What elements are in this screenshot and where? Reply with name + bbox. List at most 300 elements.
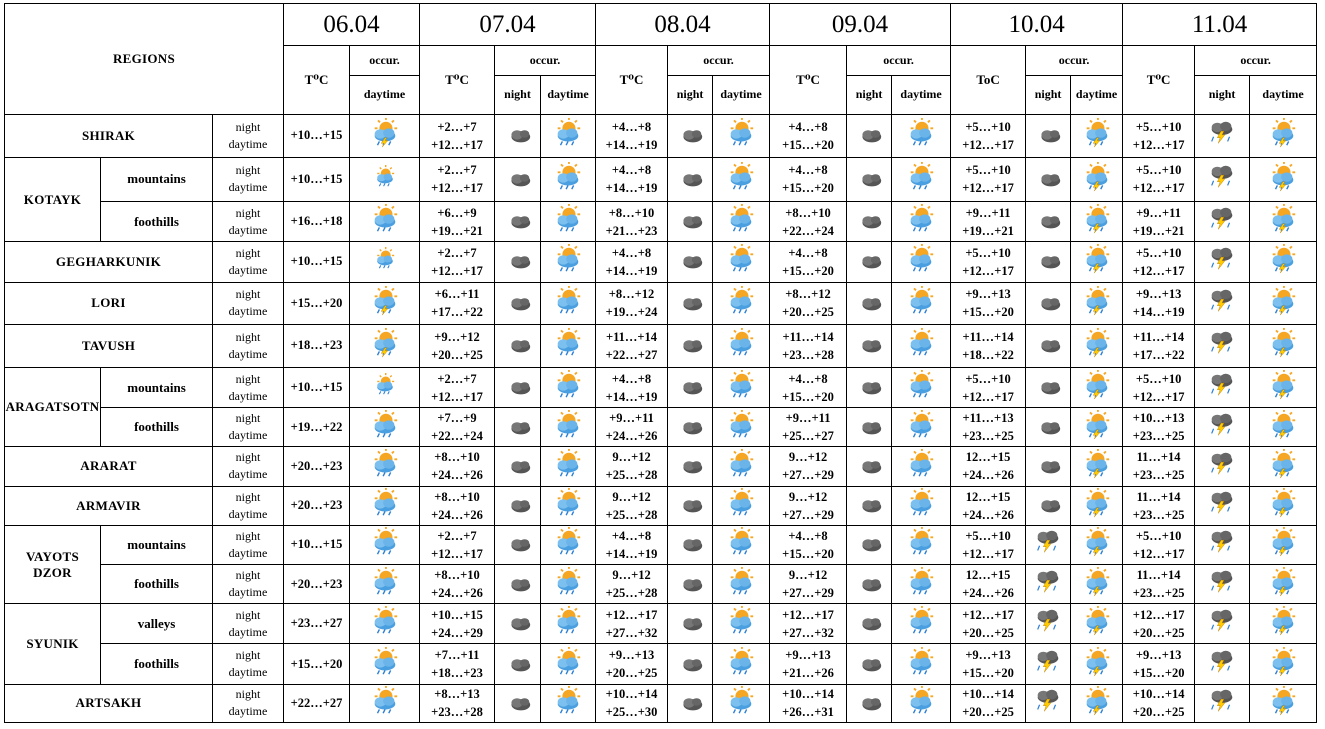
night-temp: +5…+10	[1135, 163, 1182, 178]
temp-range: +22…+27	[284, 684, 350, 722]
subregion-name: mountains	[101, 157, 213, 201]
sun-cloud-rain-thunder-icon	[369, 286, 401, 316]
day-temp: +14…+19	[605, 389, 658, 404]
temp-range	[420, 604, 495, 644]
day-temp: +20…+25	[962, 705, 1014, 720]
temp-range	[596, 202, 668, 242]
sun-cloud-rain-thunder-icon	[1081, 328, 1113, 358]
sun-cloud-rain-icon	[369, 647, 401, 677]
cloud-thunder-icon	[1206, 370, 1238, 400]
temp-range	[770, 114, 847, 157]
daytime-label: daytime	[228, 304, 268, 319]
sun-cloud-rain-icon	[552, 527, 584, 557]
moon-cloud-icon	[853, 410, 885, 440]
night-header: night	[1026, 76, 1071, 114]
day-temp: +15…+20	[782, 181, 834, 196]
temp-header: T⁰C	[420, 46, 495, 114]
region-row	[5, 408, 1317, 447]
temp-range	[1123, 282, 1195, 324]
night-temp: +8…+10	[434, 450, 480, 465]
daytime-label: daytime	[228, 704, 268, 719]
temp-range	[420, 367, 495, 407]
night-daytime-label	[213, 644, 284, 684]
night-temp: +8…+10	[785, 205, 831, 220]
night-header: night	[668, 76, 713, 114]
day-temp: +12…+17	[431, 389, 483, 404]
temp-range: +15…+20	[284, 644, 350, 684]
moon-cloud-icon	[502, 204, 534, 234]
sun-cloud-rain-thunder-icon	[369, 328, 401, 358]
sun-cloud-rain-icon	[552, 606, 584, 636]
subregion-name: foothills	[101, 202, 213, 242]
night-label: night	[235, 163, 261, 178]
day-temp: +24…+26	[962, 468, 1014, 483]
temp-range	[951, 324, 1026, 367]
night-temp: +8…+13	[434, 687, 480, 702]
sun-cloud-rain-icon	[552, 118, 584, 148]
night-temp: +12…+17	[782, 607, 834, 622]
night-temp: +5…+10	[965, 528, 1011, 543]
night-temp: +6…+11	[434, 287, 480, 302]
night-label: night	[235, 450, 261, 465]
date-header: 10.04	[951, 4, 1123, 46]
cloud-thunder-icon	[1032, 647, 1064, 677]
night-temp: +10…+15	[431, 607, 483, 622]
day-temp: +12…+17	[431, 137, 483, 152]
region-name: TAVUSH	[5, 324, 213, 367]
night-temp: +9…+13	[1135, 648, 1182, 663]
sun-cloud-rain-icon	[905, 162, 937, 192]
day-temp: +21…+23	[605, 223, 658, 238]
night-temp: +10…+14	[605, 687, 658, 702]
subregion-name: foothills	[101, 565, 213, 604]
night-daytime-label	[213, 114, 284, 157]
daytime-label: daytime	[228, 506, 268, 521]
day-temp: +25…+28	[605, 507, 658, 522]
cloud-thunder-icon	[1206, 488, 1238, 518]
temp-range	[1123, 447, 1195, 486]
night-temp: +8…+12	[608, 287, 655, 302]
night-temp: 11…+14	[1136, 568, 1181, 583]
sun-cloud-rain-small-icon	[373, 373, 397, 397]
temp-range	[951, 114, 1026, 157]
sun-cloud-rain-small-icon	[373, 165, 397, 189]
night-temp: 12…+15	[965, 450, 1011, 465]
day-temp: +15…+20	[782, 263, 834, 278]
temp-range	[1123, 324, 1195, 367]
temp-range	[596, 114, 668, 157]
temp-range	[770, 408, 847, 447]
night-label: night	[235, 607, 261, 622]
region-row	[5, 282, 1317, 324]
temp-range	[951, 242, 1026, 282]
night-temp: +10…+14	[962, 687, 1014, 702]
date-header: 09.04	[770, 4, 951, 46]
moon-cloud-icon	[674, 204, 706, 234]
temp-range	[770, 202, 847, 242]
temp-range	[951, 157, 1026, 201]
temp-range	[596, 157, 668, 201]
night-temp: +5…+10	[965, 119, 1011, 134]
sun-cloud-rain-icon	[905, 286, 937, 316]
temp-range	[420, 486, 495, 525]
night-temp: +4…+8	[788, 119, 828, 134]
day-temp: +12…+17	[431, 546, 483, 561]
daytime-header: daytime	[1071, 76, 1123, 114]
night-daytime-label	[213, 282, 284, 324]
temp-range	[951, 367, 1026, 407]
region-row	[5, 202, 1317, 242]
night-temp: +5…+10	[965, 371, 1011, 386]
day-temp: +15…+20	[962, 666, 1014, 681]
moon-cloud-icon	[1032, 328, 1064, 358]
temp-header: T⁰C	[284, 46, 350, 114]
temp-range	[770, 447, 847, 486]
night-temp: +5…+10	[1135, 371, 1182, 386]
night-header: night	[847, 76, 892, 114]
day-temp: +25…+30	[605, 705, 658, 720]
cloud-thunder-icon	[1032, 686, 1064, 716]
sun-cloud-rain-icon	[725, 606, 757, 636]
night-temp: +11…+13	[962, 411, 1014, 426]
moon-cloud-icon	[853, 567, 885, 597]
temp-range	[420, 114, 495, 157]
sun-cloud-rain-icon	[905, 204, 937, 234]
temp-range: +15…+20	[284, 282, 350, 324]
sun-cloud-rain-icon	[552, 647, 584, 677]
sun-cloud-rain-icon	[552, 286, 584, 316]
sun-cloud-rain-icon	[905, 449, 937, 479]
night-temp: +10…+14	[782, 687, 834, 702]
temp-range	[1123, 367, 1195, 407]
night-temp: +4…+8	[611, 371, 652, 386]
sun-cloud-rain-icon	[725, 162, 757, 192]
moon-cloud-icon	[853, 449, 885, 479]
temp-range	[596, 644, 668, 684]
day-temp: +18…+23	[431, 666, 483, 681]
night-daytime-label	[213, 408, 284, 447]
temp-range: +23…+27	[284, 604, 350, 644]
temp-range	[951, 486, 1026, 525]
day-temp: +12…+17	[1132, 389, 1185, 404]
moon-cloud-icon	[1032, 370, 1064, 400]
cloud-thunder-icon	[1206, 244, 1238, 274]
sun-cloud-rain-thunder-icon	[1081, 686, 1113, 716]
moon-cloud-icon	[1032, 286, 1064, 316]
day-temp: +15…+20	[782, 389, 834, 404]
temp-range	[770, 604, 847, 644]
sun-cloud-rain-icon	[369, 567, 401, 597]
sun-cloud-rain-icon	[552, 449, 584, 479]
day-temp: +20…+25	[431, 347, 483, 362]
day-temp: +12…+17	[1132, 546, 1185, 561]
sun-cloud-rain-icon	[725, 328, 757, 358]
moon-cloud-icon	[502, 370, 534, 400]
day-temp: +26…+31	[782, 705, 834, 720]
moon-cloud-icon	[674, 686, 706, 716]
day-temp: +15…+20	[1132, 666, 1185, 681]
night-temp: +2…+7	[437, 245, 477, 260]
temp-range	[1123, 114, 1195, 157]
moon-cloud-icon	[674, 488, 706, 518]
night-temp: +4…+8	[788, 163, 828, 178]
moon-cloud-icon	[502, 162, 534, 192]
temp-range: +10…+15	[284, 114, 350, 157]
temp-range: +10…+15	[284, 157, 350, 201]
temp-range	[1123, 157, 1195, 201]
day-temp: +24…+26	[605, 429, 658, 444]
moon-cloud-icon	[1032, 204, 1064, 234]
moon-cloud-icon	[853, 118, 885, 148]
night-temp: +9…+12	[434, 329, 480, 344]
moon-cloud-icon	[674, 244, 706, 274]
temp-range	[770, 565, 847, 604]
day-temp: +21…+26	[782, 666, 834, 681]
temp-range	[596, 242, 668, 282]
sun-cloud-rain-thunder-icon	[1267, 606, 1299, 636]
sun-cloud-rain-icon	[552, 244, 584, 274]
temp-range	[951, 565, 1026, 604]
day-temp: +12…+17	[1132, 137, 1185, 152]
day-temp: +23…+28	[431, 705, 483, 720]
moon-cloud-icon	[502, 449, 534, 479]
day-temp: +22…+27	[605, 347, 658, 362]
night-temp: +10…+13	[1132, 411, 1185, 426]
moon-cloud-icon	[674, 286, 706, 316]
night-temp: +2…+7	[437, 163, 477, 178]
day-temp: +17…+22	[431, 305, 483, 320]
sun-cloud-rain-icon	[369, 606, 401, 636]
night-temp: +2…+7	[437, 528, 477, 543]
region-row	[5, 324, 1317, 367]
moon-cloud-icon	[502, 488, 534, 518]
moon-cloud-icon	[853, 244, 885, 274]
sun-cloud-rain-thunder-icon	[1267, 410, 1299, 440]
moon-cloud-icon	[1032, 162, 1064, 192]
sun-cloud-rain-icon	[552, 204, 584, 234]
sun-cloud-rain-icon	[552, 328, 584, 358]
night-temp: +7…+9	[437, 411, 477, 426]
sun-cloud-rain-thunder-icon	[1267, 686, 1299, 716]
night-temp: +9…+13	[608, 648, 655, 663]
day-temp: +25…+28	[605, 468, 658, 483]
cloud-thunder-icon	[1032, 527, 1064, 557]
daytime-header: daytime	[541, 76, 596, 114]
temp-header: T⁰C	[770, 46, 847, 114]
day-temp: +18…+22	[962, 347, 1014, 362]
sun-cloud-rain-icon	[905, 488, 937, 518]
sun-cloud-rain-thunder-icon	[1267, 286, 1299, 316]
night-label: night	[235, 528, 261, 543]
subregion-name: foothills	[101, 644, 213, 684]
moon-cloud-icon	[502, 647, 534, 677]
day-temp: +25…+28	[605, 586, 658, 601]
temp-range	[770, 644, 847, 684]
date-header: 11.04	[1123, 4, 1317, 46]
night-temp: +11…+14	[1133, 329, 1185, 344]
day-temp: +27…+29	[782, 586, 834, 601]
moon-cloud-icon	[853, 370, 885, 400]
region-row	[5, 447, 1317, 486]
moon-cloud-icon	[853, 488, 885, 518]
night-label: night	[235, 329, 261, 344]
sun-cloud-rain-thunder-icon	[1267, 449, 1299, 479]
night-temp: 9…+12	[612, 489, 651, 504]
day-temp: +12…+17	[962, 389, 1014, 404]
sun-cloud-rain-thunder-icon	[1081, 449, 1113, 479]
sun-cloud-rain-thunder-icon	[1081, 410, 1113, 440]
night-temp: +9…+11	[1136, 205, 1181, 220]
sun-cloud-rain-thunder-icon	[1081, 527, 1113, 557]
day-temp: +14…+19	[605, 546, 658, 561]
region-row	[5, 367, 1317, 407]
regions-header: REGIONS	[5, 4, 284, 115]
temp-header: T⁰C	[1123, 46, 1195, 114]
sun-cloud-rain-thunder-icon	[369, 118, 401, 148]
night-temp: 9…+12	[612, 568, 651, 583]
night-temp: 9…+12	[612, 450, 651, 465]
sun-cloud-rain-thunder-icon	[1267, 118, 1299, 148]
temp-header: T⁰C	[596, 46, 668, 114]
cloud-thunder-icon	[1032, 606, 1064, 636]
sun-cloud-rain-icon	[369, 488, 401, 518]
temp-range	[420, 242, 495, 282]
moon-cloud-icon	[853, 527, 885, 557]
night-header: night	[495, 76, 541, 114]
occurrence-header: occur.	[495, 46, 596, 76]
night-temp: 9…+12	[788, 489, 828, 504]
night-temp: +2…+7	[437, 371, 477, 386]
cloud-thunder-icon	[1206, 606, 1238, 636]
cloud-thunder-icon	[1206, 286, 1238, 316]
temp-range	[770, 282, 847, 324]
temp-range	[596, 565, 668, 604]
night-temp: +11…+14	[606, 329, 658, 344]
daytime-label: daytime	[228, 136, 268, 151]
day-temp: +22…+24	[782, 223, 834, 238]
day-temp: +12…+17	[962, 546, 1014, 561]
day-temp: +19…+21	[962, 223, 1014, 238]
night-temp: +12…+17	[962, 607, 1014, 622]
moon-cloud-icon	[1032, 244, 1064, 274]
temp-range	[951, 604, 1026, 644]
occurrence-header: occur.	[1026, 46, 1123, 76]
region-row	[5, 157, 1317, 201]
region-row	[5, 684, 1317, 722]
night-temp: +4…+8	[611, 163, 652, 178]
night-label: night	[235, 568, 261, 583]
region-row	[5, 644, 1317, 684]
moon-cloud-icon	[853, 686, 885, 716]
moon-cloud-icon	[674, 410, 706, 440]
temp-range: +19…+22	[284, 408, 350, 447]
night-daytime-label	[213, 486, 284, 525]
cloud-thunder-icon	[1032, 567, 1064, 597]
day-temp: +12…+17	[962, 181, 1014, 196]
night-temp: +9…+13	[965, 287, 1011, 302]
temp-range: +20…+23	[284, 565, 350, 604]
day-temp: +27…+32	[605, 625, 658, 640]
temp-range	[951, 408, 1026, 447]
sun-cloud-rain-thunder-icon	[1081, 162, 1113, 192]
temp-range	[951, 202, 1026, 242]
sun-cloud-rain-icon	[905, 647, 937, 677]
sun-cloud-rain-icon	[552, 686, 584, 716]
day-temp: +23…+25	[1132, 507, 1185, 522]
night-label: night	[235, 245, 261, 260]
sun-cloud-rain-icon	[725, 647, 757, 677]
daytime-label: daytime	[228, 388, 268, 403]
night-temp: +7…+11	[434, 648, 480, 663]
sun-cloud-rain-icon	[369, 686, 401, 716]
moon-cloud-icon	[853, 647, 885, 677]
daytime-label: daytime	[228, 262, 268, 277]
night-temp: +4…+8	[611, 245, 652, 260]
temp-range	[596, 525, 668, 564]
sun-cloud-rain-thunder-icon	[1267, 567, 1299, 597]
sun-cloud-rain-thunder-icon	[1267, 647, 1299, 677]
temp-range	[951, 525, 1026, 564]
moon-cloud-icon	[853, 328, 885, 358]
temp-range: +16…+18	[284, 202, 350, 242]
region-row	[5, 242, 1317, 282]
night-temp: +8…+10	[434, 568, 480, 583]
day-temp: +12…+17	[1132, 263, 1185, 278]
sun-cloud-rain-thunder-icon	[1267, 204, 1299, 234]
day-temp: +24…+29	[431, 625, 483, 640]
night-temp: +5…+10	[1135, 119, 1182, 134]
day-temp: +15…+20	[782, 137, 834, 152]
night-temp: +8…+10	[434, 489, 480, 504]
night-temp: 11…+14	[1136, 450, 1181, 465]
cloud-thunder-icon	[1206, 410, 1238, 440]
temp-range	[596, 684, 668, 722]
sun-cloud-rain-icon	[905, 410, 937, 440]
day-temp: +19…+21	[431, 223, 483, 238]
sun-cloud-rain-icon	[725, 204, 757, 234]
moon-cloud-icon	[674, 647, 706, 677]
night-temp: +10…+14	[1132, 687, 1185, 702]
temp-range	[420, 282, 495, 324]
sun-cloud-rain-thunder-icon	[1267, 370, 1299, 400]
sun-cloud-rain-icon	[369, 527, 401, 557]
moon-cloud-icon	[502, 244, 534, 274]
sun-cloud-rain-icon	[725, 410, 757, 440]
temp-range	[1123, 644, 1195, 684]
night-temp: +5…+10	[1135, 245, 1182, 260]
temp-range	[770, 486, 847, 525]
sun-cloud-rain-icon	[552, 410, 584, 440]
region-row	[5, 525, 1317, 564]
occurrence-header: occur.	[847, 46, 951, 76]
night-daytime-label	[213, 202, 284, 242]
moon-cloud-icon	[853, 286, 885, 316]
moon-cloud-icon	[502, 118, 534, 148]
night-daytime-label	[213, 324, 284, 367]
sun-cloud-rain-thunder-icon	[1267, 488, 1299, 518]
moon-cloud-icon	[853, 204, 885, 234]
night-temp: +5…+10	[965, 163, 1011, 178]
sun-cloud-rain-small-icon	[373, 247, 397, 271]
forecast-table	[4, 3, 1317, 723]
cloud-thunder-icon	[1206, 118, 1238, 148]
region-name: ARARAT	[5, 447, 213, 486]
sun-cloud-rain-thunder-icon	[1081, 488, 1113, 518]
night-temp: +11…+14	[782, 329, 834, 344]
moon-cloud-icon	[674, 118, 706, 148]
temp-range	[420, 157, 495, 201]
sun-cloud-rain-icon	[905, 686, 937, 716]
